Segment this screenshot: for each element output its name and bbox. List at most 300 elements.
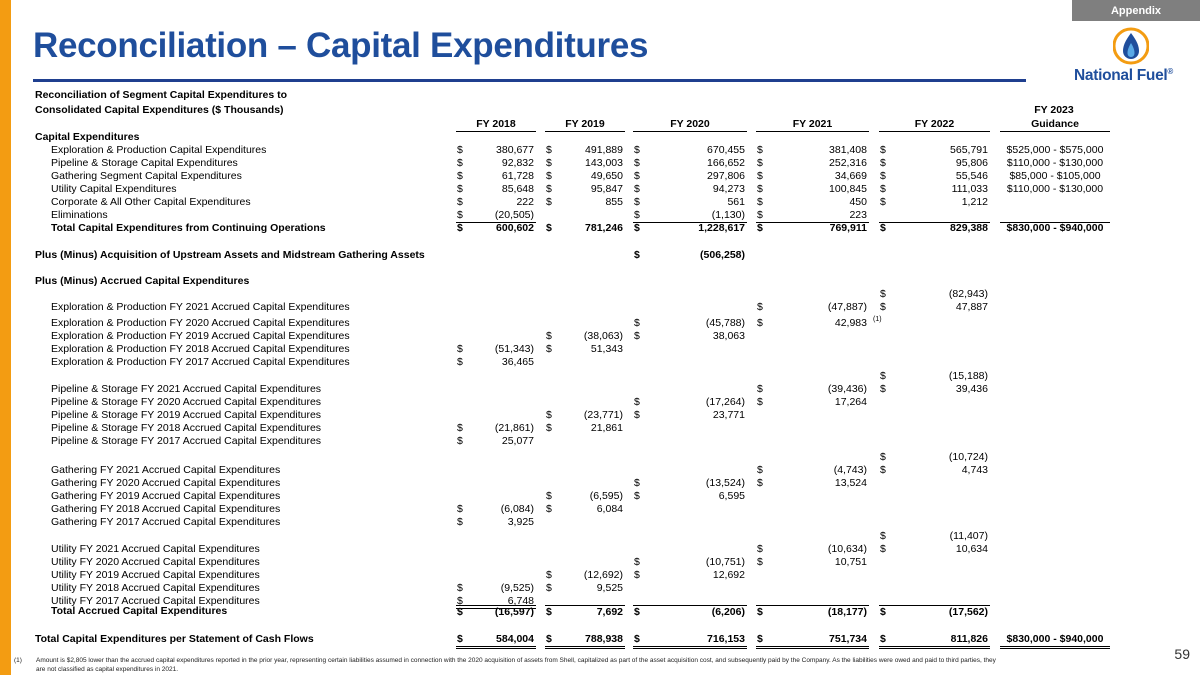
cell-fy2022 xyxy=(879,543,990,556)
cell-value: FY 2019 xyxy=(565,118,605,130)
cell-value: 491,889 xyxy=(585,144,623,156)
currency-symbol: $ xyxy=(757,633,763,645)
cell-fy2020 xyxy=(633,330,747,343)
cell-value: 166,652 xyxy=(707,157,745,169)
cell-fy2019 xyxy=(545,209,625,222)
row-label: Utility FY 2018 Accrued Capital Expenditures xyxy=(51,582,260,594)
cell-fy2018 xyxy=(456,343,536,356)
table-row xyxy=(35,605,1110,618)
cell-value: (9,525) xyxy=(500,582,534,594)
cell-guidance xyxy=(1000,209,1110,223)
currency-symbol: $ xyxy=(457,343,463,355)
cell-value: 4,743 xyxy=(961,464,988,476)
currency-symbol: $ xyxy=(457,435,463,447)
cell-value: $110,000 - $130,000 xyxy=(1006,157,1104,169)
national-fuel-logo xyxy=(1072,27,1188,87)
cell-value: 751,734 xyxy=(829,633,867,645)
cell-value: 95,847 xyxy=(590,183,623,195)
cell-value: 51,343 xyxy=(590,343,623,355)
cell-fy2021 xyxy=(756,170,869,183)
cell-fy2021 xyxy=(756,196,869,209)
currency-symbol: $ xyxy=(634,222,640,234)
cell-value: 61,728 xyxy=(501,170,534,182)
currency-symbol: $ xyxy=(880,157,886,169)
currency-symbol: $ xyxy=(546,503,552,515)
column-header-fy2022 xyxy=(879,118,990,132)
page-title: Reconciliation – Capital Expenditures xyxy=(33,26,649,65)
table-row xyxy=(35,409,1110,422)
cell-value: (12,692) xyxy=(583,569,623,581)
cell-value: 111,033 xyxy=(951,183,988,195)
table-row xyxy=(35,477,1110,490)
cell-value: 855 xyxy=(605,196,623,208)
cell-value: $85,000 - $105,000 xyxy=(1009,170,1101,182)
table-row xyxy=(35,569,1110,582)
currency-symbol: $ xyxy=(880,183,886,195)
cell-fy2021 xyxy=(756,316,882,330)
cell-fy2022 xyxy=(879,288,990,301)
row-label: Exploration & Production FY 2017 Accrued Capital Expenditures xyxy=(51,356,350,368)
row-label: Pipeline & Storage FY 2019 Accrued Capital Expenditures xyxy=(51,409,322,421)
cell-value: (17,264) xyxy=(705,396,745,408)
cell-fy2022 xyxy=(879,464,990,477)
cell-value: (6,595) xyxy=(589,490,623,502)
cell-value: FY 2022 xyxy=(914,118,955,130)
cell-guidance xyxy=(1000,633,1110,649)
cell-guidance xyxy=(1000,157,1110,170)
currency-symbol: $ xyxy=(546,633,552,645)
currency-symbol: $ xyxy=(634,209,640,221)
currency-symbol: $ xyxy=(634,170,640,182)
row-label: Utility FY 2017 Accrued Capital Expenditures xyxy=(51,595,260,607)
currency-symbol: $ xyxy=(880,222,886,234)
currency-symbol: $ xyxy=(757,464,763,476)
table-row xyxy=(35,157,1110,170)
cell-value: FY 2018 xyxy=(476,118,516,130)
cell-value: Guidance xyxy=(1031,118,1079,130)
table-row xyxy=(35,288,1110,301)
currency-symbol: $ xyxy=(546,569,552,581)
cell-value: 6,084 xyxy=(596,503,623,515)
row-label: Gathering FY 2017 Accrued Capital Expenditures xyxy=(51,516,281,528)
cell-value: 47,887 xyxy=(955,301,988,313)
title-rule xyxy=(33,79,1026,82)
cell-fy2021 xyxy=(756,383,869,396)
currency-symbol: $ xyxy=(757,556,763,568)
row-label: Utility FY 2020 Accrued Capital Expenditures xyxy=(51,556,260,568)
currency-symbol: $ xyxy=(634,556,640,568)
cell-fy2019 xyxy=(545,157,625,170)
currency-symbol: $ xyxy=(546,606,552,618)
cell-value: (4,743) xyxy=(833,464,867,476)
cell-value: FY 2021 xyxy=(792,118,833,130)
cell-fy2019 xyxy=(545,569,625,582)
accent-bar xyxy=(0,0,11,675)
cell-guidance xyxy=(1000,183,1110,196)
section-label: Plus (Minus) Accrued Capital Expenditures xyxy=(35,275,250,287)
currency-symbol: $ xyxy=(546,157,552,169)
table-row xyxy=(35,183,1110,196)
cell-fy2021 xyxy=(756,183,869,196)
column-header-fy2018 xyxy=(456,118,536,132)
currency-symbol: $ xyxy=(757,144,763,156)
table-row xyxy=(35,530,1110,543)
currency-symbol: $ xyxy=(457,503,463,515)
cell-value: (11,407) xyxy=(949,530,988,542)
cell-fy2020 xyxy=(633,170,747,183)
currency-symbol: $ xyxy=(457,422,463,434)
currency-symbol: $ xyxy=(546,343,552,355)
cell-fy2021 xyxy=(756,157,869,170)
currency-symbol: $ xyxy=(880,370,886,382)
row-label: Gathering FY 2019 Accrued Capital Expenditures xyxy=(51,490,281,502)
cell-value: 1,212 xyxy=(961,196,988,208)
cell-value: (21,861) xyxy=(494,422,534,434)
currency-symbol: $ xyxy=(546,490,552,502)
table-row xyxy=(35,396,1110,409)
cell-value: 17,264 xyxy=(834,396,867,408)
cell-value: 49,650 xyxy=(590,170,623,182)
cell-fy2020 xyxy=(633,396,747,409)
cell-value: (1,130) xyxy=(711,209,745,221)
currency-symbol: $ xyxy=(880,196,886,208)
cell-value: (10,751) xyxy=(705,556,745,568)
cell-value: 6,748 xyxy=(507,595,534,607)
cell-fy2022 xyxy=(879,605,990,619)
currency-symbol: $ xyxy=(457,157,463,169)
cell-value: 450 xyxy=(849,196,867,208)
currency-symbol: $ xyxy=(634,144,640,156)
currency-symbol: $ xyxy=(546,183,552,195)
cell-fy2021 xyxy=(756,556,869,569)
column-header-fy2021 xyxy=(756,118,869,132)
cell-value: 7,692 xyxy=(596,606,623,618)
row-label: Pipeline & Storage Capital Expenditures xyxy=(51,157,238,169)
currency-symbol: $ xyxy=(757,183,763,195)
cell-value: $110,000 - $130,000 xyxy=(1006,183,1104,195)
row-label: Exploration & Production FY 2020 Accrued Capital Expenditures xyxy=(51,317,350,329)
cell-fy2019 xyxy=(545,409,625,422)
cell-value: 23,771 xyxy=(712,409,745,421)
currency-symbol: $ xyxy=(634,569,640,581)
currency-symbol: $ xyxy=(457,633,463,645)
column-header-row xyxy=(35,118,1110,131)
cell-fy2018 xyxy=(456,435,536,448)
cell-fy2020 xyxy=(633,209,747,223)
cell-value: 716,153 xyxy=(707,633,745,645)
cell-value: 10,634 xyxy=(955,543,988,555)
currency-symbol: $ xyxy=(546,196,552,208)
cell-fy2021 xyxy=(756,543,869,556)
table-row xyxy=(35,144,1110,157)
section-header xyxy=(35,131,1110,144)
cell-fy2018 xyxy=(456,516,536,529)
row-label: Utility Capital Expenditures xyxy=(51,183,177,195)
currency-symbol: $ xyxy=(457,356,463,368)
cell-fy2020 xyxy=(633,222,747,235)
column-header-guidance xyxy=(1000,118,1110,132)
cell-value: 39,436 xyxy=(955,383,988,395)
cell-value: 95,806 xyxy=(955,157,988,169)
currency-symbol: $ xyxy=(634,633,640,645)
cell-value: 600,602 xyxy=(496,222,534,234)
cell-value: 38,063 xyxy=(712,330,745,342)
currency-symbol: $ xyxy=(546,582,552,594)
row-label: Total Capital Expenditures per Statement of Cash Flows xyxy=(35,633,314,645)
table-row xyxy=(35,330,1110,343)
row-label: Pipeline & Storage FY 2017 Accrued Capital Expenditures xyxy=(51,435,322,447)
cell-value: (39,436) xyxy=(827,383,867,395)
currency-symbol: $ xyxy=(634,477,640,489)
cell-fy2018 xyxy=(456,503,536,516)
currency-symbol: $ xyxy=(757,209,763,221)
cell-fy2020 xyxy=(633,183,747,196)
cell-fy2019 xyxy=(545,490,625,503)
row-label: Gathering Segment Capital Expenditures xyxy=(51,170,242,182)
currency-symbol: $ xyxy=(634,396,640,408)
cell-fy2022 xyxy=(879,530,990,543)
cell-fy2022 xyxy=(879,157,990,170)
table-subtitle-line1: Reconciliation of Segment Capital Expenditures to xyxy=(35,89,288,101)
currency-symbol: $ xyxy=(757,606,763,618)
currency-symbol: $ xyxy=(880,543,886,555)
currency-symbol: $ xyxy=(634,157,640,169)
cell-value: (38,063) xyxy=(583,330,623,342)
cell-fy2020 xyxy=(633,249,747,262)
cell-fy2019 xyxy=(545,196,625,209)
table-row xyxy=(35,301,1110,314)
currency-symbol: $ xyxy=(757,317,763,329)
currency-symbol: $ xyxy=(880,144,886,156)
currency-symbol: $ xyxy=(757,396,763,408)
cell-value: 565,791 xyxy=(950,144,988,156)
row-label: Total Capital Expenditures from Continuing Operations xyxy=(51,222,326,234)
currency-symbol: $ xyxy=(634,330,640,342)
cell-value: (16,597) xyxy=(494,606,534,618)
row-label: Utility FY 2021 Accrued Capital Expenditures xyxy=(51,543,260,555)
table-row xyxy=(35,196,1110,209)
section-label: Plus (Minus) Acquisition of Upstream Assets and Midstream Gathering Assets xyxy=(35,249,425,261)
cell-value: 561 xyxy=(727,196,745,208)
currency-symbol: $ xyxy=(457,222,463,234)
cell-value: 222 xyxy=(516,196,534,208)
cell-value: (82,943) xyxy=(948,288,988,300)
column-header-fy2019 xyxy=(545,118,625,132)
page-number: 59 xyxy=(1174,646,1190,662)
cell-value: (15,188) xyxy=(948,370,988,382)
cell-value: 25,077 xyxy=(501,435,534,447)
row-label: Exploration & Production FY 2021 Accrued Capital Expenditures xyxy=(51,301,350,313)
currency-symbol: $ xyxy=(634,317,640,329)
table-row xyxy=(35,317,1110,330)
cell-fy2021 xyxy=(756,477,869,490)
cell-fy2022 xyxy=(879,383,990,396)
cell-guidance xyxy=(1000,144,1110,157)
cell-value: 94,273 xyxy=(712,183,745,195)
cell-value: (6,084) xyxy=(500,503,534,515)
cell-value: FY 2020 xyxy=(670,118,710,130)
table-row xyxy=(35,170,1110,183)
table-row xyxy=(35,383,1110,396)
cell-value: (23,771) xyxy=(583,409,623,421)
cell-fy2022 xyxy=(879,222,990,235)
cell-value: 10,751 xyxy=(834,556,867,568)
cell-fy2020 xyxy=(633,477,747,490)
currency-symbol: $ xyxy=(880,606,886,618)
row-label: Total Accrued Capital Expenditures xyxy=(51,605,228,617)
cell-fy2018 xyxy=(456,605,536,619)
table-row xyxy=(35,633,1110,646)
currency-symbol: $ xyxy=(457,144,463,156)
cell-value: (18,177) xyxy=(827,606,867,618)
cell-value: (10,634) xyxy=(827,543,867,555)
currency-symbol: $ xyxy=(757,477,763,489)
cell-value: 34,669 xyxy=(834,170,867,182)
cell-fy2020 xyxy=(633,409,747,422)
table-row xyxy=(35,222,1110,235)
cell-fy2018 xyxy=(456,633,536,649)
currency-symbol: $ xyxy=(880,464,886,476)
cell-fy2020 xyxy=(633,556,747,569)
cell-fy2018 xyxy=(456,222,536,235)
cell-fy2022 xyxy=(879,144,990,157)
cell-fy2018 xyxy=(456,157,536,170)
currency-symbol: $ xyxy=(546,330,552,342)
cell-fy2022 xyxy=(879,209,990,223)
cell-fy2021 xyxy=(756,633,869,649)
currency-symbol: $ xyxy=(880,288,886,300)
row-label: Eliminations xyxy=(51,209,108,221)
cell-fy2021 xyxy=(756,144,869,157)
flame-drop-icon xyxy=(1113,27,1149,65)
cell-value: (10,724) xyxy=(948,451,988,463)
column-header-fy2020 xyxy=(633,118,747,132)
currency-symbol: $ xyxy=(546,170,552,182)
cell-value: $830,000 - $940,000 xyxy=(1006,633,1104,645)
cell-fy2020 xyxy=(633,196,747,209)
currency-symbol: $ xyxy=(880,530,886,542)
cell-fy2019 xyxy=(545,582,625,595)
cell-fy2022 xyxy=(879,196,990,209)
cell-fy2018 xyxy=(456,209,536,223)
currency-symbol: $ xyxy=(457,516,463,528)
table-row xyxy=(35,582,1110,595)
cell-value: (13,524) xyxy=(705,477,745,489)
cell-value: 223 xyxy=(849,209,867,221)
row-label: Exploration & Production FY 2018 Accrued Capital Expenditures xyxy=(51,343,350,355)
cell-value: 380,677 xyxy=(496,144,534,156)
cell-value: $830,000 - $940,000 xyxy=(1006,222,1104,234)
cell-fy2019 xyxy=(545,633,625,649)
cell-fy2018 xyxy=(456,422,536,435)
currency-symbol: $ xyxy=(457,606,463,618)
cell-fy2020 xyxy=(633,605,747,619)
currency-symbol: $ xyxy=(880,301,886,313)
cell-value: 297,806 xyxy=(707,170,745,182)
currency-symbol: $ xyxy=(546,422,552,434)
cell-value: 781,246 xyxy=(585,222,623,234)
currency-symbol: $ xyxy=(880,451,886,463)
row-label: Pipeline & Storage FY 2020 Accrued Capital Expenditures xyxy=(51,396,322,408)
section-header xyxy=(35,275,1110,288)
cell-value: (506,258) xyxy=(700,249,745,261)
cell-fy2020 xyxy=(633,317,747,330)
currency-symbol: $ xyxy=(634,606,640,618)
table-row xyxy=(35,556,1110,569)
cell-fy2019 xyxy=(545,330,625,343)
cell-value: (20,505) xyxy=(494,209,534,221)
appendix-tag: Appendix xyxy=(1072,0,1200,21)
cell-fy2018 xyxy=(456,356,536,369)
cell-value: (6,206) xyxy=(711,606,745,618)
cell-fy2022 xyxy=(879,183,990,196)
currency-symbol: $ xyxy=(634,490,640,502)
currency-symbol: $ xyxy=(634,249,640,261)
currency-symbol: $ xyxy=(757,301,763,313)
cell-fy2020 xyxy=(633,490,747,503)
cell-fy2019 xyxy=(545,222,625,235)
currency-symbol: $ xyxy=(880,170,886,182)
cell-value: 811,826 xyxy=(950,633,988,645)
currency-symbol: $ xyxy=(457,170,463,182)
cell-value: 13,524 xyxy=(834,477,867,489)
cell-fy2018 xyxy=(456,196,536,209)
cell-value: 100,845 xyxy=(829,183,867,195)
table-row xyxy=(35,356,1110,369)
cell-value: $525,000 - $575,000 xyxy=(1006,144,1104,156)
currency-symbol: $ xyxy=(457,582,463,594)
currency-symbol: $ xyxy=(546,409,552,421)
currency-symbol: $ xyxy=(757,543,763,555)
cell-fy2019 xyxy=(545,422,625,435)
cell-value: 769,911 xyxy=(829,222,867,234)
row-label: Gathering FY 2018 Accrued Capital Expenditures xyxy=(51,503,281,515)
cell-fy2018 xyxy=(456,582,536,595)
cell-value: 1,228,617 xyxy=(698,222,745,234)
cell-value: 21,861 xyxy=(590,422,623,434)
cell-value: 42,983 xyxy=(834,317,867,329)
cell-fy2021 xyxy=(756,301,869,314)
cell-fy2019 xyxy=(545,343,625,356)
cell-fy2022 xyxy=(879,170,990,183)
currency-symbol: $ xyxy=(457,595,463,607)
cell-fy2019 xyxy=(545,170,625,183)
currency-symbol: $ xyxy=(757,170,763,182)
cell-value: (17,562) xyxy=(948,606,988,618)
cell-value: 12,692 xyxy=(712,569,745,581)
cell-fy2020 xyxy=(633,157,747,170)
cell-value: 670,455 xyxy=(707,144,745,156)
cell-fy2021 xyxy=(756,464,869,477)
cell-fy2018 xyxy=(456,183,536,196)
table-subtitle-line2: Consolidated Capital Expenditures ($ Thousands) xyxy=(35,104,284,116)
cell-fy2021 xyxy=(756,222,869,235)
cell-value: 9,525 xyxy=(596,582,623,594)
cell-fy2022 xyxy=(879,451,990,464)
row-label: Pipeline & Storage FY 2018 Accrued Capital Expenditures xyxy=(51,422,322,434)
cell-fy2021 xyxy=(756,209,869,223)
cell-fy2019 xyxy=(545,183,625,196)
table-row xyxy=(35,503,1110,516)
table-row xyxy=(35,422,1110,435)
cell-fy2019 xyxy=(545,605,625,619)
cell-fy2020 xyxy=(633,633,747,649)
currency-symbol: $ xyxy=(757,196,763,208)
cell-fy2021 xyxy=(756,396,869,409)
cell-value: 143,003 xyxy=(585,157,623,169)
cell-fy2020 xyxy=(633,144,747,157)
cell-value: 829,388 xyxy=(950,222,988,234)
